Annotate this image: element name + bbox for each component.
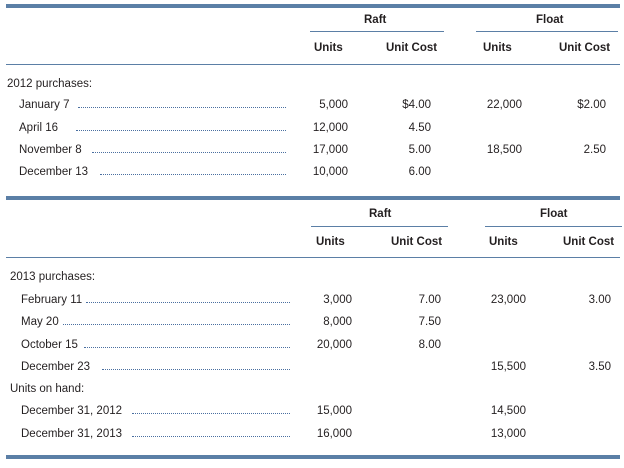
dot-leader	[84, 347, 290, 348]
raft-units: 17,000	[312, 144, 348, 156]
raft-unit-cost: 6.00	[408, 166, 431, 178]
col-header-raft-unit-cost: Unit Cost	[386, 42, 438, 54]
float-unit-cost: $2.00	[577, 99, 606, 111]
header-rule	[6, 64, 620, 65]
float-group-rule	[485, 226, 622, 227]
col-header-float-units: Units	[483, 42, 512, 54]
row-label: May 20	[21, 316, 59, 328]
section-label: Units on hand:	[10, 383, 85, 395]
col-header-raft-units: Units	[316, 236, 345, 248]
raft-unit-cost: 5.00	[408, 144, 431, 156]
raft-unit-cost: 7.50	[418, 316, 441, 328]
float-group-rule	[476, 31, 618, 32]
section-label: 2012 purchases:	[7, 78, 93, 90]
raft-units: 8,000	[323, 316, 352, 328]
float-units: 23,000	[490, 294, 526, 306]
dot-leader	[76, 130, 286, 131]
raft-units: 20,000	[316, 339, 352, 351]
dot-leader	[102, 369, 290, 370]
raft-unit-cost: 4.50	[408, 122, 431, 134]
raft-unit-cost: $4.00	[402, 99, 431, 111]
dot-leader	[86, 302, 290, 303]
row-label: December 13	[19, 166, 89, 178]
bottom-rule	[6, 455, 620, 459]
dot-leader	[63, 324, 290, 325]
float-units: 18,500	[486, 144, 522, 156]
dot-leader	[132, 436, 290, 437]
raft-group-rule	[310, 31, 444, 32]
dot-leader	[78, 107, 286, 108]
float-units: 15,500	[490, 361, 526, 373]
dot-leader	[100, 174, 286, 175]
raft-units: 10,000	[312, 166, 348, 178]
row-label: February 11	[21, 294, 83, 306]
raft-group-rule	[311, 226, 448, 227]
top-rule	[6, 196, 620, 200]
col-header-raft-unit-cost: Unit Cost	[391, 236, 443, 248]
raft-units: 5,000	[319, 99, 348, 111]
row-label: December 23	[21, 361, 91, 373]
float-unit-cost: 2.50	[583, 144, 606, 156]
row-label: December 31, 2012	[21, 405, 123, 417]
raft-units: 12,000	[312, 122, 348, 134]
group-header-raft: Raft	[369, 208, 392, 220]
raft-units: 15,000	[316, 405, 352, 417]
float-units: 14,500	[490, 405, 526, 417]
dot-leader	[92, 152, 286, 153]
header-rule	[6, 257, 620, 258]
col-header-float-unit-cost: Unit Cost	[563, 236, 615, 248]
top-rule	[6, 4, 620, 8]
col-header-float-unit-cost: Unit Cost	[559, 42, 611, 54]
group-header-float: Float	[540, 208, 568, 220]
float-units: 22,000	[486, 99, 522, 111]
raft-units: 16,000	[316, 428, 352, 440]
raft-unit-cost: 7.00	[418, 294, 441, 306]
group-header-raft: Raft	[364, 14, 387, 26]
dot-leader	[132, 413, 290, 414]
col-header-float-units: Units	[489, 236, 518, 248]
col-header-raft-units: Units	[314, 42, 343, 54]
raft-units: 3,000	[323, 294, 352, 306]
raft-unit-cost: 8.00	[418, 339, 441, 351]
row-label: December 31, 2013	[21, 428, 123, 440]
float-units: 13,000	[490, 428, 526, 440]
row-label: January 7	[19, 99, 70, 111]
row-label: October 15	[21, 339, 78, 351]
row-label: November 8	[19, 144, 82, 156]
row-label: April 16	[19, 122, 58, 134]
float-unit-cost: 3.50	[588, 361, 611, 373]
section-label: 2013 purchases:	[10, 271, 96, 283]
group-header-float: Float	[536, 14, 564, 26]
float-unit-cost: 3.00	[588, 294, 611, 306]
